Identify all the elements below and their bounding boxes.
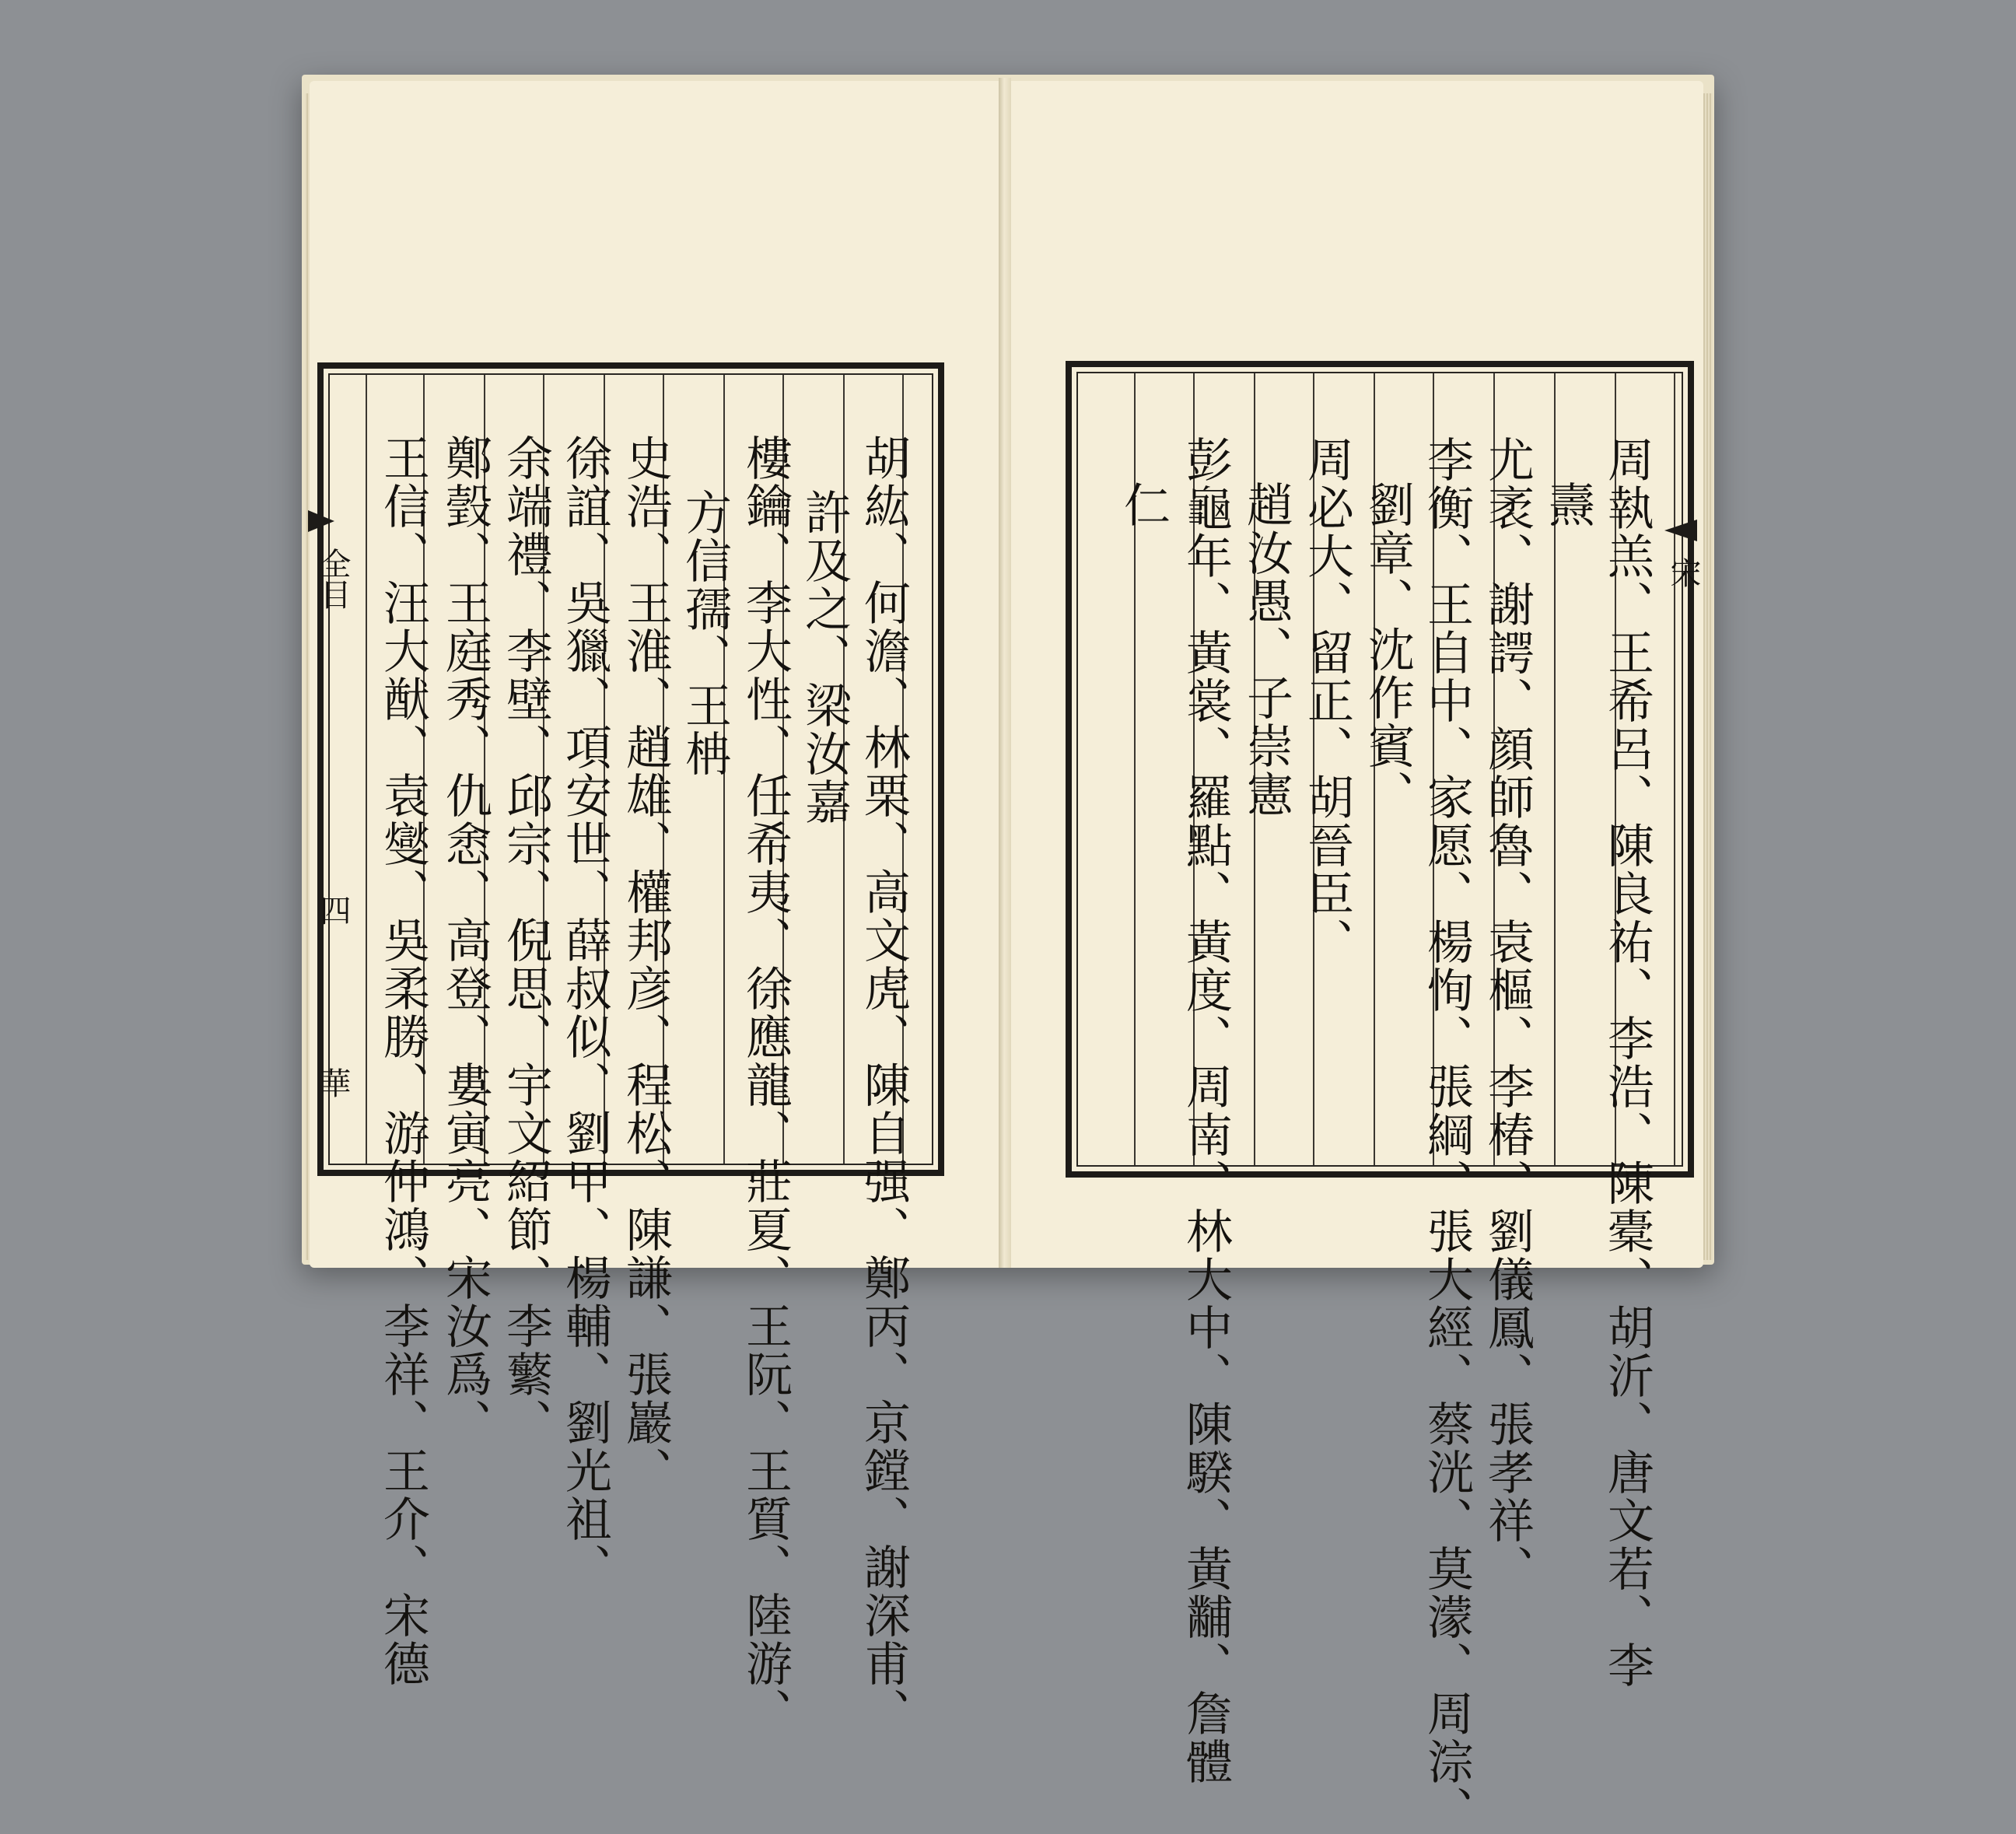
right-column-9: 仁 [1116,481,1171,529]
left-column-6: 徐誼、吳獵、項安世、薛叔似、劉甲、楊輔、劉光祖、 [558,434,612,1591]
left-column-5: 史浩、王淮、趙雄、權邦彦、程松、陳謙、張巖、 [618,434,673,1495]
left-column-3: 樓鑰、李大性、任希夷、徐應龍、莊夏、王阮、王質、陸游、 [738,434,793,1736]
fishtail-mark [1664,520,1697,541]
column-rule [366,375,367,1164]
left-column-7: 余端禮、李壁、邱宗、倪思、宇文紹節、李蘩、 [499,434,553,1447]
left-column-1: 胡紘、何澹、林栗、高文虎、陳自强、鄭丙、京鏜、謝深甫、 [856,434,911,1736]
fold-title: 宋 [1665,557,1701,588]
fold-bottom-mark: 華 [315,1067,351,1098]
fishtail-mark [308,510,334,532]
right-page-edge [1702,93,1713,1260]
left-column-9: 王信、汪大猷、袁燮、吳柔勝、游仲鴻、李祥、王介、宋德 [376,434,430,1688]
right-column-7: 趙汝愚、子崇憲 [1239,481,1293,818]
fold-volume-number: 四 [315,894,351,926]
fold-title: 全目 [315,548,351,610]
left-column-8: 鄭瑴、王庭秀、仇悆、高登、婁寅亮、宋汝爲、 [438,434,492,1447]
right-column-5: 劉章、沈作賓、 [1360,481,1415,818]
right-column-2: 燾 [1541,481,1595,529]
right-column-1: 周執羔、王希呂、陳良祐、李浩、陳橐、胡沂、唐文若、李 [1600,436,1654,1689]
right-column-6: 周必大、留正、胡晉臣、 [1300,436,1354,966]
right-column-8: 彭龜年、黃裳、羅點、黃度、周南、林大中、陳騤、黃黼、詹體 [1178,436,1233,1786]
left-column-4: 方信孺、王柟 [677,488,732,778]
left-column-2: 許及之、梁汝嘉 [797,488,852,826]
right-column-4: 李衡、王自中、家愿、楊恂、張綱、張大經、蔡洸、莫濛、周淙、 [1419,436,1474,1834]
right-column-3: 尤袤、謝諤、顔師魯、袁樞、李椿、劉儀鳳、張孝祥、 [1480,436,1535,1593]
column-rule [1674,373,1675,1165]
book-gutter [999,78,1011,1268]
